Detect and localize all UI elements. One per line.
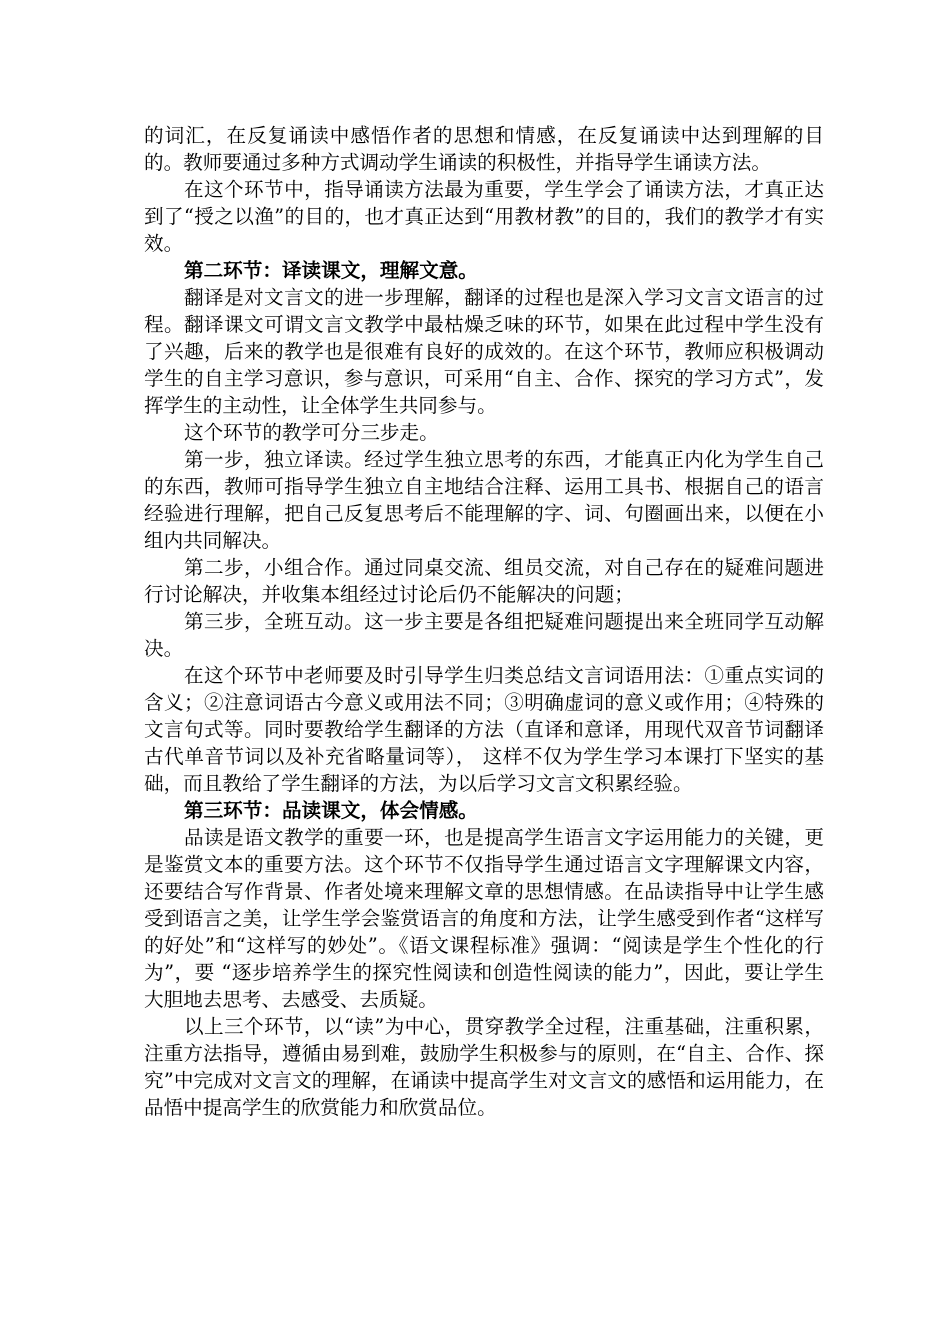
paragraph-step-two: 第二步，小组合作。通过同桌交流、组员交流，对自己存在的疑难问题进行讨论解决，并收集本组经过讨论后仍不能解决的问题； xyxy=(144,556,824,606)
paragraph-reading-continuation: 的词汇，在反复诵读中感悟作者的思想和情感，在反复诵读中达到理解的目的。教师要通过多种方式调动学生诵读的积极性，并指导学生诵读方法。 xyxy=(144,124,824,174)
paragraph-step-three: 第三步，全班互动。这一步主要是各组把疑难问题提出来全班同学互动解决。 xyxy=(144,610,824,660)
document-page xyxy=(144,122,824,1121)
paragraph-appreciation: 品读是语文教学的重要一环，也是提高学生语言文字运用能力的关键，更是鉴赏文本的重要方法。这个环节不仅指导学生通过语言文字理解课文内容，还要结合写作背景、作者处境来理解文章的思想情感。在品读指导中让学生感受到语言之美，让学生学会鉴赏语言的角度和方法，让学生感受到作者“这样写的好处”和“这样写的妙处”。《语文课程标准》强调：“阅读是学生个性化的行为”，要 “逐步培养学生的探究性阅读和创造性阅读的能力”，因此，要让学生大胆地去思考、去感受、去质疑。 xyxy=(144,826,824,1011)
paragraph-step-one: 第一步，独立译读。经过学生独立思考的东西，才能真正内化为学生自己的东西，教师可指导学生独立自主地结合注释、运用工具书、根据自己的语言经验进行理解，把自己反复思考后不能理解的字、词、句圈画出来，以便在小组内共同解决。 xyxy=(144,448,824,552)
paragraph-three-steps: 这个环节的教学可分三步走。 xyxy=(184,421,439,444)
section-heading-translation: 第二环节：译读课文，理解文意。 xyxy=(184,259,478,282)
paragraph-summary: 以上三个环节，以“读”为中心，贯穿教学全过程，注重基础，注重积累，注重方法指导，遵循由易到难，鼓励学生积极参与的原则，在“自主、合作、探究”中完成对文言文的理解，在诵读中提高学生对文言文的感悟和运用能力，在品悟中提高学生的欣赏能力和欣赏品位。 xyxy=(144,1015,824,1119)
paragraph-reading-method: 在这个环节中，指导诵读方法最为重要，学生学会了诵读方法，才真正达到了“授之以渔”的目的，也才真正达到“用教材教”的目的，我们的教学才有实效。 xyxy=(144,178,824,255)
section-heading-appreciation: 第三环节：品读课文，体会情感。 xyxy=(184,799,478,822)
paragraph-translation-intro: 翻译是对文言文的进一步理解，翻译的过程也是深入学习文言文语言的过程。翻译课文可谓文言文教学中最枯燥乏味的环节，如果在此过程中学生没有了兴趣，后来的教学也是很难有良好的成效的。在这个环节，教师应积极调动学生的自主学习意识，参与意识，可采用“自主、合作、探究的学习方式”，发挥学生的主动性，让全体学生共同参与。 xyxy=(144,286,824,417)
paragraph-teacher-guidance: 在这个环节中老师要及时引导学生归类总结文言词语用法：①重点实词的含义；②注意词语古今意义或用法不同；③明确虚词的意义或作用；④特殊的文言句式等。同时要教给学生翻译的方法（直译和意译，用现代双音节词翻译古代单音节词以及补充省略量词等）， 这样不仅为学生学习本课打下坚实的基础，而且教给了学生翻译的方法，为以后学习文言文积累经验。 xyxy=(144,664,824,795)
